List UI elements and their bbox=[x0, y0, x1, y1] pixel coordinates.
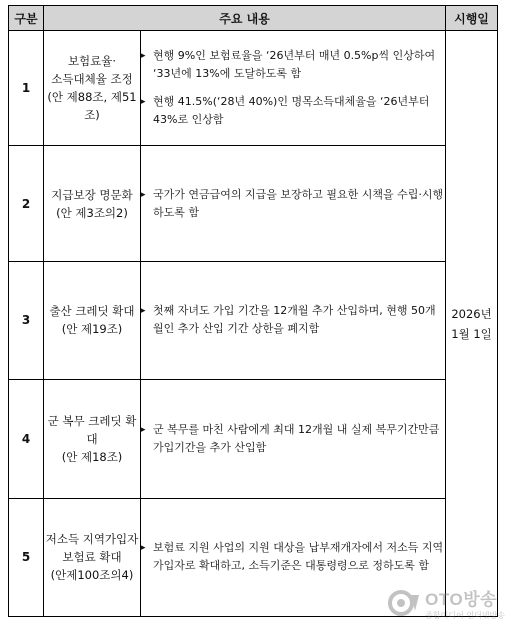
triangle-bullet-icon: ▸ bbox=[141, 306, 146, 317]
row-category bbox=[44, 498, 141, 616]
watermark-name: OTO방송 bbox=[425, 590, 498, 609]
content-item bbox=[141, 421, 445, 457]
category-line: 지급보장 명문화 bbox=[51, 187, 133, 202]
table-header-row bbox=[9, 6, 498, 31]
row-category bbox=[44, 261, 141, 379]
row-category bbox=[44, 380, 141, 498]
row-content bbox=[141, 261, 446, 379]
row-number: 1 bbox=[9, 31, 44, 146]
effective-date-cell: 2026년 1월 1일 bbox=[446, 31, 498, 617]
triangle-bullet-icon: ▸ bbox=[141, 51, 146, 62]
triangle-bullet-icon: ▸ bbox=[141, 97, 146, 108]
row-content bbox=[141, 31, 446, 146]
table-row bbox=[9, 380, 498, 498]
category-line: 소득대체율 조정 bbox=[51, 72, 133, 87]
row-category bbox=[44, 31, 141, 146]
content-item bbox=[141, 539, 445, 575]
watermark-tagline: 종합미디어 언더넷방송 bbox=[425, 611, 505, 620]
content-text: 첫째 자녀도 가입 기간을 12개월 추가 산입하며, 현행 50개월인 추가 산입 기간 상한을 폐지함 bbox=[153, 304, 436, 336]
header-main-content: 주요 내용 bbox=[44, 6, 446, 31]
category-line: (안 제19조) bbox=[61, 322, 123, 337]
table-row bbox=[9, 31, 498, 146]
row-category bbox=[44, 146, 141, 261]
table-row bbox=[9, 498, 498, 616]
header-category: 구분 bbox=[9, 6, 44, 31]
header-effective-date: 시행일 bbox=[446, 6, 498, 31]
content-item bbox=[141, 93, 445, 129]
triangle-bullet-icon: ▸ bbox=[141, 424, 146, 435]
triangle-bullet-icon: ▸ bbox=[141, 543, 146, 554]
category-line: (안제100조의4) bbox=[50, 568, 134, 583]
row-content bbox=[141, 498, 446, 616]
category-line: (안 제18조) bbox=[61, 449, 123, 464]
content-text: 현행 9%인 보험료율을 ‘26년부터 매년 0.5%p씩 인상하여 ‘33년에 13%에 도달하도록 함 bbox=[153, 49, 436, 81]
content-text: 보험료 지원 사업의 지원 대상을 납부재개자에서 저소득 지역가입자로 확대하고, 소득기준은 대통령령으로 정하도록 함 bbox=[153, 541, 444, 573]
category-line: 보험료율· bbox=[67, 54, 117, 69]
category-line: (안 제3조의2) bbox=[56, 205, 128, 220]
content-text: 국가가 연금급여의 지급을 보장하고 필요한 시책을 수립·시행하도록 함 bbox=[153, 187, 444, 219]
row-number: 3 bbox=[9, 261, 44, 379]
content-item bbox=[141, 186, 445, 222]
table-row bbox=[9, 261, 498, 379]
row-content bbox=[141, 380, 446, 498]
row-number: 5 bbox=[9, 498, 44, 616]
content-item bbox=[141, 302, 445, 338]
category-line: 출산 크레딧 확대 bbox=[49, 304, 135, 319]
content-text: 현행 41.5%(‘28년 40%)인 명목소득대체율을 ‘26년부터 43%로 인상함 bbox=[153, 95, 430, 127]
table-row bbox=[9, 146, 498, 261]
row-content bbox=[141, 146, 446, 261]
triangle-bullet-icon: ▸ bbox=[141, 189, 146, 200]
row-number: 4 bbox=[9, 380, 44, 498]
category-line: 저소득 지역가입자 보험료 확대 bbox=[45, 532, 139, 565]
category-line: 군 복무 크레딧 확대 bbox=[47, 413, 137, 446]
row-number: 2 bbox=[9, 146, 44, 261]
pension-reform-table bbox=[8, 5, 498, 617]
category-line: (안 제88조, 제51조) bbox=[47, 90, 137, 123]
content-item bbox=[141, 47, 445, 83]
content-text: 군 복무를 마친 사람에게 최대 12개월 내 실제 복무기간만큼 가입기간을 추가 산입함 bbox=[153, 422, 440, 454]
